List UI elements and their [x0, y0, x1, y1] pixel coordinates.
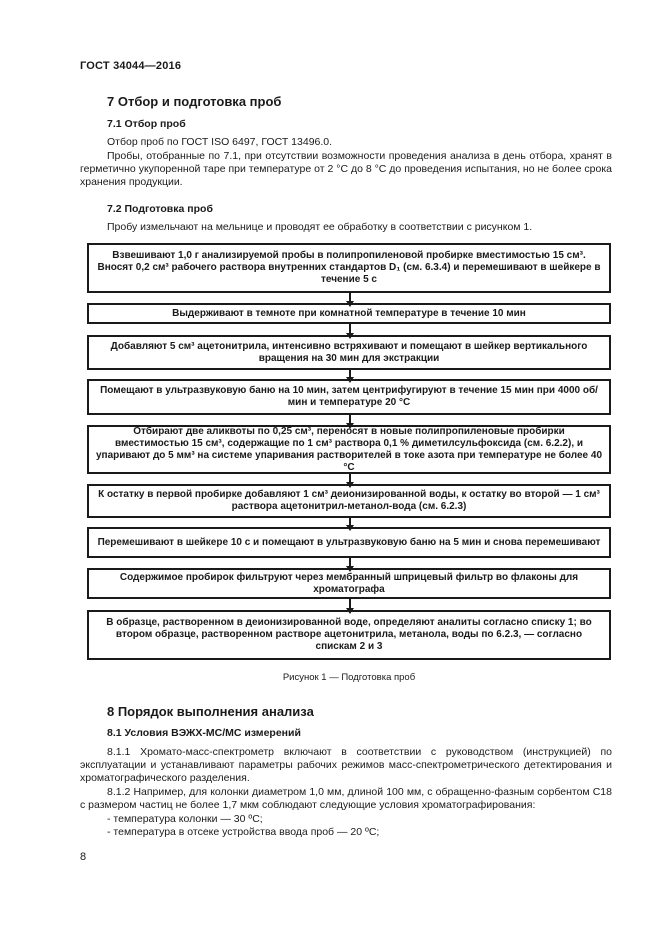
list-item-injector-temperature: - температура в отсеке устройства ввода проб — 20 ºС; [107, 826, 380, 838]
flowchart-arrow [349, 518, 351, 526]
flowchart-arrow [349, 293, 351, 302]
subsection-7-2-title: 7.2 Подготовка проб [107, 203, 213, 215]
flowchart-arrow [349, 599, 351, 609]
flowchart-step-8: Содержимое пробирок фильтруют через мембранный шприцевый фильтр во флаконы для хроматографа [87, 568, 611, 599]
subsection-7-1-title: 7.1 Отбор проб [107, 118, 186, 130]
flowchart-step-7: Перемешивают в шейкере 10 с и помещают в ультразвуковую баню на 5 мин и снова перемешивают [87, 527, 611, 558]
flowchart-arrow [349, 474, 351, 483]
flowchart-step-6: К остатку в первой пробирке добавляют 1 см³ деионизированной воды, к остатку во второй — 1 см³ раствора ацетонитрил-метанол-вода (см. 6.2.3) [87, 484, 611, 518]
flowchart-step-5: Отбирают две аликвоты по 0,25 см³, переносят в новые полипропиленовые пробирки вместимостью 15 см³, содержащие по 1 см³ раствора 0,1 % диметилсульфоксида (см. 6.2.2), и упаривают до 5 мм³ на системе упаривания растворителей в токе азота при температуре не более 40 °С [87, 425, 611, 474]
paragraph-8-1-1: 8.1.1 Хромато-масс-спектрометр включают в соответствии с руководством (инструкцией) по эксплуатации и устанавливают параметры рабочих режимов масс-спектрометрического детектирования и хроматографического разделения. [80, 746, 612, 784]
flowchart-step-9: В образце, растворенном в деионизированной воде, определяют аналиты согласно списку 1; во втором образце, растворенном растворе ацетонитрила, метанола, воды по 6.2.3, — согласно спискам 2 и 3 [87, 610, 611, 660]
figure-caption: Рисунок 1 — Подготовка проб [282, 672, 416, 683]
section-7-title: 7 Отбор и подготовка проб [107, 94, 282, 109]
flowchart-arrow [349, 324, 351, 334]
flowchart-arrow [349, 370, 351, 378]
list-item-column-temperature: - температура колонки — 30 ºС; [107, 813, 263, 825]
paragraph-7-2-preparation: Пробу измельчают на мельнице и проводят ее обработку в соответствии с рисунком 1. [107, 221, 533, 233]
subsection-8-1-title: 8.1 Условия ВЭЖХ-МС/МС измерений [107, 727, 301, 739]
paragraph-7-1-sampling: Отбор проб по ГОСТ ISO 6497, ГОСТ 13496.0. [107, 136, 333, 148]
paragraph-8-1-2: 8.1.2 Например, для колонки диаметром 1,0 мм, длиной 100 мм, с обращенно-фазным сорбентом С18 с размером частиц не более 1,7 мкм соблюдают следующие условия хроматографирования: [80, 786, 612, 811]
page-number: 8 [80, 851, 87, 863]
paragraph-7-1-storage: Пробы, отобранные по 7.1, при отсутствии возможности проведения анализа в день отбора, хранят в герметично укупоренной таре при температуре от 2 °С до 8 °С до проведения испытания, но не более срока хранения продукции. [80, 150, 612, 188]
flowchart-step-1: Взвешивают 1,0 г анализируемой пробы в полипропиленовой пробирке вместимостью 15 см³. Вносят 0,2 см³ рабочего раствора внутренних стандартов D₁ (см. 6.3.4) и перемешивают в шейкере в течение 5 с [87, 243, 611, 293]
flowchart-arrow [349, 558, 351, 567]
flowchart-step-4: Помещают в ультразвуковую баню на 10 мин, затем центрифугируют в течение 15 мин при 4000 об/мин и температуре 20 °С [87, 379, 611, 415]
section-8-title: 8 Порядок выполнения анализа [107, 704, 314, 719]
flowchart-step-2: Выдерживают в темноте при комнатной температуре в течение 10 мин [87, 303, 611, 324]
document-header: ГОСТ 34044—2016 [80, 60, 182, 72]
flowchart-arrow [349, 415, 351, 424]
flowchart-step-3: Добавляют 5 см³ ацетонитрила, интенсивно встряхивают и помещают в шейкер вертикального вращения на 30 мин для экстракции [87, 335, 611, 370]
